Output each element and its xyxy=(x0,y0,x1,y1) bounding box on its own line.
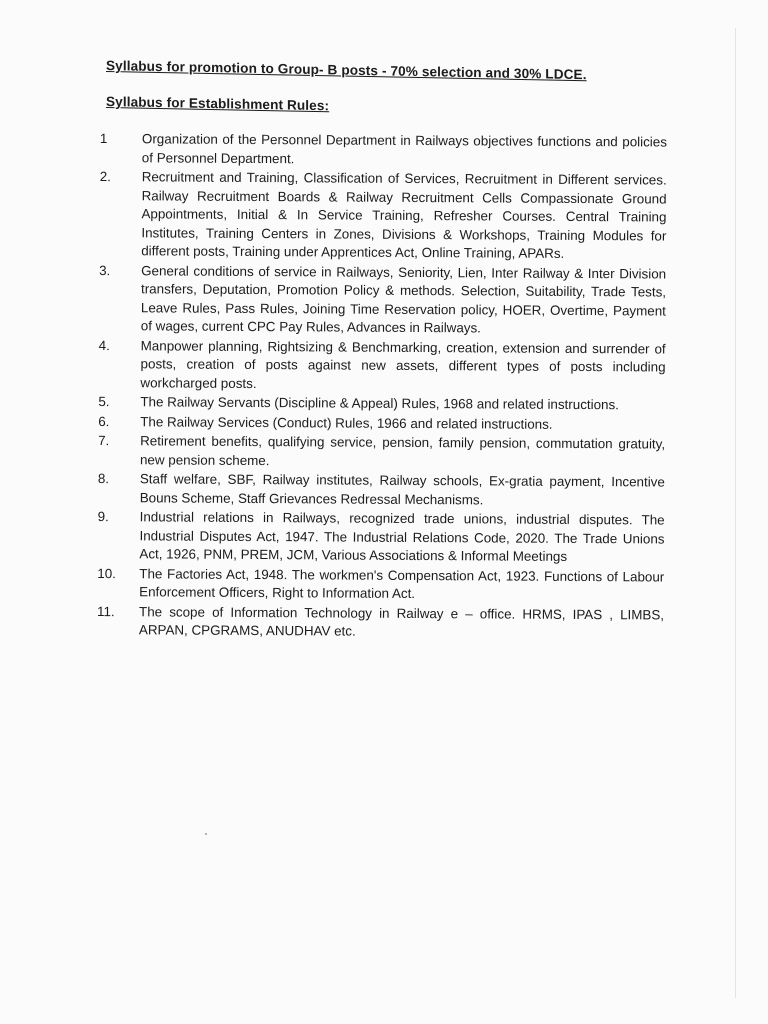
item-text: The Factories Act, 1948. The workmen's Compensation Act, 1923. Functions of Labour Enforcement Officers, Right to Information Act. xyxy=(139,565,665,601)
item-number: 1 xyxy=(99,131,108,147)
item-text: General conditions of service in Railways, Seniority, Lien, Inter Railway & Inter Division transfers, Deputation, Promotion Policy & methods. Selection, Suitability, Trade Tests, Leave Rules, Pass Rules, Joining Time Reservation policy, HOER, Overtime, Payment of wages, current CPC Pay Rules, Advances in Railways. xyxy=(140,262,667,336)
item-number: 2. xyxy=(99,169,111,185)
syllabus-item xyxy=(90,393,665,415)
syllabus-item xyxy=(92,130,667,171)
item-text: The Railway Services (Conduct) Rules, 1966 and related instructions. xyxy=(140,413,553,432)
item-number: 11. xyxy=(97,603,115,619)
item-number: 8. xyxy=(97,471,110,487)
syllabus-item xyxy=(90,412,665,434)
syllabus-list xyxy=(89,130,667,644)
item-number: 10. xyxy=(97,565,116,581)
section-heading: Syllabus for Establishment Rules: xyxy=(106,94,330,114)
syllabus-item xyxy=(91,261,666,339)
item-text: The Railway Servants (Discipline & Appeal) Rules, 1968 and related instructions. xyxy=(140,394,619,413)
item-text: Manpower planning, Rightsizing & Benchmarking, creation, extension and surrender of posts, creation of posts against new assets, different types of posts including workcharged posts. xyxy=(140,337,666,391)
syllabus-item xyxy=(90,432,665,473)
syllabus-item xyxy=(89,564,664,605)
page-edge-shadow xyxy=(735,28,736,998)
item-number: 9. xyxy=(97,509,109,525)
item-text: The scope of Information Technology in Railway e – office. HRMS, IPAS , LIMBS, ARPAN, CPGRAMS, ANUDHAV etc. xyxy=(138,603,665,639)
syllabus-item xyxy=(90,336,665,395)
scan-speck xyxy=(205,833,207,835)
syllabus-item xyxy=(89,602,664,643)
item-number: 5. xyxy=(98,394,110,410)
item-text: Staff welfare, SBF, Railway institutes, Railway schools, Ex-gratia payment, Incentive Bouns Scheme, Staff Grievances Redressal Mechanisms. xyxy=(139,471,665,507)
item-text: Recruitment and Training, Classification of Services, Recruitment in Different services. Railway Recruitment Boards & Railway Recruitment Cells Compassionate Ground Appointments, Initial & In Service Training, Refresher Courses. Central Training Institutes, Training Centers in Zones, Divisions & Workshops, Training Modules for different posts, Training under Apprentices Act, Online Training, APARs. xyxy=(141,169,667,261)
item-number: 6. xyxy=(98,413,110,429)
syllabus-item xyxy=(91,168,667,264)
syllabus-item xyxy=(89,508,664,567)
item-number: 3. xyxy=(99,262,111,278)
document-title: Syllabus for promotion to Group- B posts - 70% selection and 30% LDCE. xyxy=(106,58,587,83)
syllabus-item xyxy=(90,470,665,511)
item-number: 4. xyxy=(98,337,110,353)
item-text: Organization of the Personnel Department in Railways objectives functions and policies of Personnel Department. xyxy=(141,131,667,166)
item-text: Retirement benefits, qualifying service, pension, family pension, commutation gratuity, new pension scheme. xyxy=(139,433,666,468)
item-number: 7. xyxy=(98,433,110,449)
item-text: Industrial relations in Railways, recognized trade unions, industrial disputes. The Industrial Disputes Act, 1947. The Industrial Relations Code, 2020. The Trade Unions Act, 1926, PNM, PREM, JCM, Various Associations & Informal Meetings xyxy=(139,509,665,564)
